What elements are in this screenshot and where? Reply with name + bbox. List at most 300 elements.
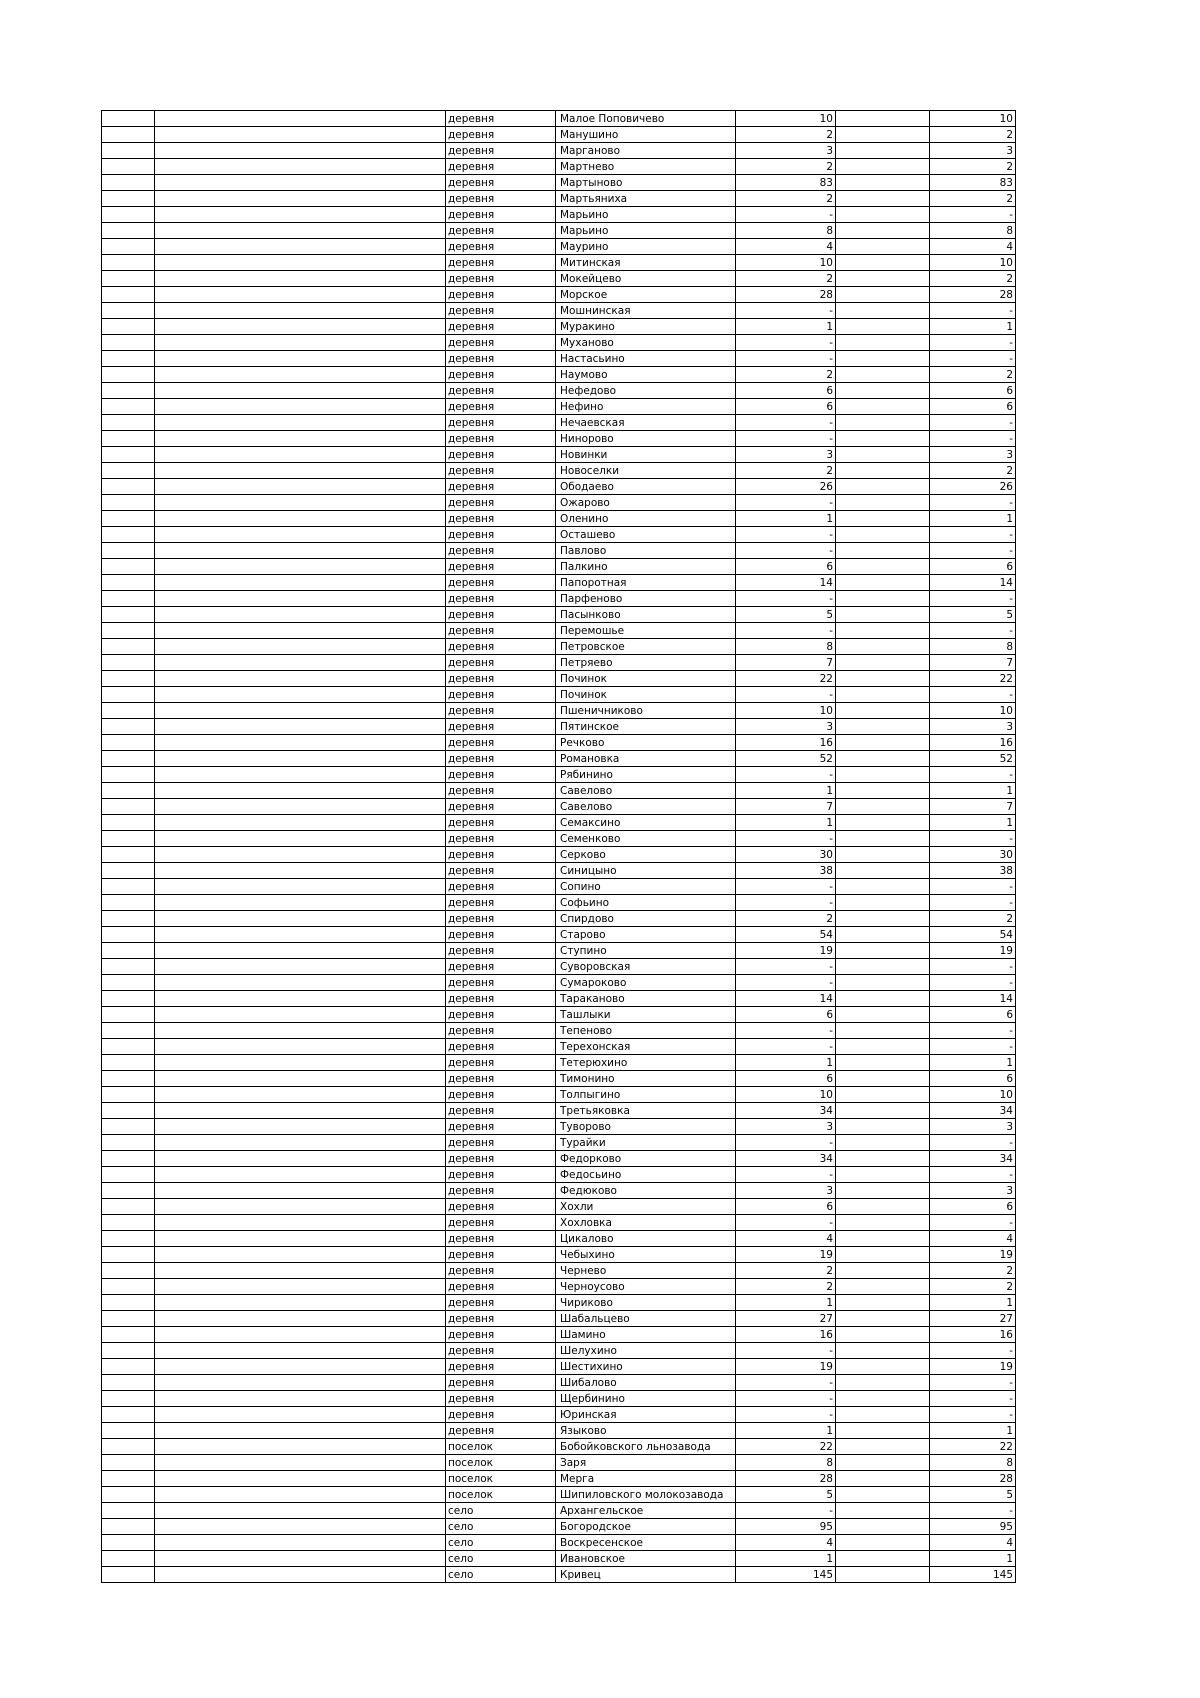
- count-cell: 10: [736, 111, 836, 127]
- blank-cell: [155, 431, 446, 447]
- settlement-name-cell: Кривец: [556, 1567, 736, 1583]
- blank-cell: [836, 1199, 930, 1215]
- blank-cell: [155, 271, 446, 287]
- count-cell: 2: [736, 1279, 836, 1295]
- blank-cell: [102, 127, 155, 143]
- blank-cell: [836, 1311, 930, 1327]
- total-cell: 8: [930, 639, 1016, 655]
- table-row: [102, 159, 1016, 175]
- total-cell: 6: [930, 559, 1016, 575]
- table-row: [102, 879, 1016, 895]
- table-row: [102, 415, 1016, 431]
- settlement-name-cell: Нефедово: [556, 383, 736, 399]
- blank-cell: [102, 1247, 155, 1263]
- total-cell: -: [930, 1215, 1016, 1231]
- count-cell: -: [736, 543, 836, 559]
- blank-cell: [836, 1423, 930, 1439]
- table-body: [102, 111, 1016, 1583]
- settlement-type-cell: деревня: [446, 143, 556, 159]
- total-cell: 7: [930, 799, 1016, 815]
- settlement-name-cell: Синицыно: [556, 863, 736, 879]
- total-cell: 52: [930, 751, 1016, 767]
- blank-cell: [836, 1135, 930, 1151]
- settlement-type-cell: деревня: [446, 159, 556, 175]
- blank-cell: [155, 111, 446, 127]
- settlement-name-cell: Оленино: [556, 511, 736, 527]
- settlement-name-cell: Семаксино: [556, 815, 736, 831]
- count-cell: 145: [736, 1567, 836, 1583]
- total-cell: 5: [930, 607, 1016, 623]
- blank-cell: [155, 1327, 446, 1343]
- blank-cell: [836, 911, 930, 927]
- table-row: [102, 335, 1016, 351]
- total-cell: -: [930, 1503, 1016, 1519]
- total-cell: 19: [930, 1359, 1016, 1375]
- table-row: [102, 1439, 1016, 1455]
- blank-cell: [836, 399, 930, 415]
- settlement-type-cell: деревня: [446, 1279, 556, 1295]
- blank-cell: [836, 159, 930, 175]
- settlement-type-cell: деревня: [446, 655, 556, 671]
- blank-cell: [836, 1551, 930, 1567]
- blank-cell: [102, 1151, 155, 1167]
- settlement-name-cell: Шестихино: [556, 1359, 736, 1375]
- blank-cell: [155, 1407, 446, 1423]
- settlement-type-cell: деревня: [446, 1135, 556, 1151]
- settlement-type-cell: деревня: [446, 1407, 556, 1423]
- settlement-table: [101, 110, 1016, 1583]
- table-row: [102, 143, 1016, 159]
- settlement-name-cell: Парфеново: [556, 591, 736, 607]
- table-row: [102, 1167, 1016, 1183]
- count-cell: 1: [736, 511, 836, 527]
- count-cell: 34: [736, 1151, 836, 1167]
- settlement-name-cell: Суворовская: [556, 959, 736, 975]
- blank-cell: [836, 1471, 930, 1487]
- count-cell: 6: [736, 399, 836, 415]
- settlement-name-cell: Терехонская: [556, 1039, 736, 1055]
- blank-cell: [155, 1183, 446, 1199]
- table-row: [102, 1503, 1016, 1519]
- total-cell: 1: [930, 511, 1016, 527]
- blank-cell: [102, 687, 155, 703]
- count-cell: 7: [736, 655, 836, 671]
- settlement-name-cell: Языково: [556, 1423, 736, 1439]
- settlement-type-cell: деревня: [446, 495, 556, 511]
- settlement-type-cell: деревня: [446, 879, 556, 895]
- total-cell: 3: [930, 719, 1016, 735]
- table-row: [102, 527, 1016, 543]
- total-cell: 26: [930, 479, 1016, 495]
- blank-cell: [155, 447, 446, 463]
- blank-cell: [836, 959, 930, 975]
- count-cell: 10: [736, 703, 836, 719]
- count-cell: 6: [736, 1199, 836, 1215]
- table-row: [102, 927, 1016, 943]
- table-row: [102, 815, 1016, 831]
- table-row: [102, 735, 1016, 751]
- settlement-type-cell: деревня: [446, 415, 556, 431]
- blank-cell: [155, 479, 446, 495]
- blank-cell: [836, 991, 930, 1007]
- total-cell: 1: [930, 319, 1016, 335]
- settlement-type-cell: деревня: [446, 671, 556, 687]
- settlement-name-cell: Шипиловского молокозавода: [556, 1487, 736, 1503]
- table-row: [102, 1087, 1016, 1103]
- settlement-type-cell: деревня: [446, 319, 556, 335]
- blank-cell: [836, 1039, 930, 1055]
- blank-cell: [836, 191, 930, 207]
- blank-cell: [155, 1055, 446, 1071]
- blank-cell: [102, 1087, 155, 1103]
- total-cell: 3: [930, 447, 1016, 463]
- blank-cell: [102, 1039, 155, 1055]
- settlement-type-cell: деревня: [446, 191, 556, 207]
- blank-cell: [836, 575, 930, 591]
- total-cell: -: [930, 495, 1016, 511]
- settlement-name-cell: Морское: [556, 287, 736, 303]
- count-cell: 16: [736, 735, 836, 751]
- count-cell: 2: [736, 159, 836, 175]
- blank-cell: [836, 1295, 930, 1311]
- settlement-name-cell: Туворово: [556, 1119, 736, 1135]
- total-cell: 22: [930, 671, 1016, 687]
- count-cell: -: [736, 303, 836, 319]
- blank-cell: [155, 527, 446, 543]
- blank-cell: [155, 1279, 446, 1295]
- total-cell: 34: [930, 1103, 1016, 1119]
- total-cell: 1: [930, 783, 1016, 799]
- count-cell: 4: [736, 1231, 836, 1247]
- blank-cell: [836, 367, 930, 383]
- settlement-name-cell: Федосьино: [556, 1167, 736, 1183]
- table-row: [102, 671, 1016, 687]
- total-cell: -: [930, 1039, 1016, 1055]
- total-cell: 6: [930, 1071, 1016, 1087]
- blank-cell: [102, 1535, 155, 1551]
- blank-cell: [155, 319, 446, 335]
- blank-cell: [155, 1519, 446, 1535]
- settlement-type-cell: деревня: [446, 1215, 556, 1231]
- blank-cell: [155, 767, 446, 783]
- table-row: [102, 127, 1016, 143]
- total-cell: 27: [930, 1311, 1016, 1327]
- count-cell: -: [736, 1023, 836, 1039]
- blank-cell: [102, 719, 155, 735]
- blank-cell: [102, 1439, 155, 1455]
- table-row: [102, 783, 1016, 799]
- settlement-type-cell: деревня: [446, 1039, 556, 1055]
- blank-cell: [155, 303, 446, 319]
- blank-cell: [836, 751, 930, 767]
- blank-cell: [836, 415, 930, 431]
- blank-cell: [155, 879, 446, 895]
- blank-cell: [836, 559, 930, 575]
- total-cell: 95: [930, 1519, 1016, 1535]
- total-cell: 19: [930, 1247, 1016, 1263]
- count-cell: 34: [736, 1103, 836, 1119]
- blank-cell: [836, 1007, 930, 1023]
- table-row: [102, 943, 1016, 959]
- table-row: [102, 399, 1016, 415]
- total-cell: 4: [930, 1231, 1016, 1247]
- table-row: [102, 223, 1016, 239]
- count-cell: 83: [736, 175, 836, 191]
- blank-cell: [155, 495, 446, 511]
- blank-cell: [836, 975, 930, 991]
- blank-cell: [836, 1103, 930, 1119]
- settlement-type-cell: деревня: [446, 303, 556, 319]
- table-row: [102, 1215, 1016, 1231]
- table-row: [102, 751, 1016, 767]
- count-cell: 10: [736, 255, 836, 271]
- blank-cell: [155, 927, 446, 943]
- blank-cell: [102, 159, 155, 175]
- total-cell: 22: [930, 1439, 1016, 1455]
- table-row: [102, 1039, 1016, 1055]
- blank-cell: [102, 1119, 155, 1135]
- blank-cell: [836, 335, 930, 351]
- table-row: [102, 1247, 1016, 1263]
- total-cell: -: [930, 1407, 1016, 1423]
- blank-cell: [155, 127, 446, 143]
- settlement-type-cell: деревня: [446, 1423, 556, 1439]
- count-cell: -: [736, 1503, 836, 1519]
- table-row: [102, 207, 1016, 223]
- blank-cell: [155, 1103, 446, 1119]
- settlement-name-cell: Софьино: [556, 895, 736, 911]
- count-cell: 3: [736, 1183, 836, 1199]
- blank-cell: [155, 863, 446, 879]
- table-row: [102, 959, 1016, 975]
- blank-cell: [102, 1375, 155, 1391]
- blank-cell: [155, 1455, 446, 1471]
- settlement-name-cell: Петряево: [556, 655, 736, 671]
- table-row: [102, 255, 1016, 271]
- blank-cell: [836, 687, 930, 703]
- count-cell: 10: [736, 1087, 836, 1103]
- blank-cell: [155, 687, 446, 703]
- total-cell: 1: [930, 815, 1016, 831]
- table-row: [102, 655, 1016, 671]
- count-cell: 6: [736, 1007, 836, 1023]
- settlement-type-cell: деревня: [446, 239, 556, 255]
- table-row: [102, 1567, 1016, 1583]
- settlement-type-cell: деревня: [446, 735, 556, 751]
- total-cell: 38: [930, 863, 1016, 879]
- table-row: [102, 1071, 1016, 1087]
- table-row: [102, 1471, 1016, 1487]
- blank-cell: [102, 879, 155, 895]
- total-cell: 3: [930, 143, 1016, 159]
- count-cell: 22: [736, 671, 836, 687]
- count-cell: 2: [736, 911, 836, 927]
- blank-cell: [102, 1311, 155, 1327]
- total-cell: 10: [930, 703, 1016, 719]
- count-cell: 28: [736, 1471, 836, 1487]
- table-row: [102, 1135, 1016, 1151]
- table-row: [102, 799, 1016, 815]
- total-cell: -: [930, 207, 1016, 223]
- settlement-name-cell: Шамино: [556, 1327, 736, 1343]
- total-cell: 16: [930, 1327, 1016, 1343]
- settlement-type-cell: деревня: [446, 1119, 556, 1135]
- count-cell: 2: [736, 367, 836, 383]
- settlement-name-cell: Цикалово: [556, 1231, 736, 1247]
- blank-cell: [155, 975, 446, 991]
- blank-cell: [155, 207, 446, 223]
- settlement-name-cell: Марганово: [556, 143, 736, 159]
- table-row: [102, 1519, 1016, 1535]
- blank-cell: [836, 1503, 930, 1519]
- blank-cell: [155, 655, 446, 671]
- blank-cell: [102, 847, 155, 863]
- blank-cell: [836, 719, 930, 735]
- settlement-name-cell: Хохли: [556, 1199, 736, 1215]
- count-cell: -: [736, 1167, 836, 1183]
- settlement-name-cell: Тепеново: [556, 1023, 736, 1039]
- settlement-name-cell: Перемошье: [556, 623, 736, 639]
- blank-cell: [155, 159, 446, 175]
- table-row: [102, 511, 1016, 527]
- table-row: [102, 1103, 1016, 1119]
- blank-cell: [155, 1007, 446, 1023]
- count-cell: -: [736, 959, 836, 975]
- settlement-name-cell: Ожарово: [556, 495, 736, 511]
- blank-cell: [836, 383, 930, 399]
- blank-cell: [836, 543, 930, 559]
- table-row: [102, 639, 1016, 655]
- total-cell: 4: [930, 239, 1016, 255]
- blank-cell: [836, 1535, 930, 1551]
- total-cell: -: [930, 895, 1016, 911]
- settlement-name-cell: Федюково: [556, 1183, 736, 1199]
- settlement-name-cell: Толпыгино: [556, 1087, 736, 1103]
- blank-cell: [102, 1263, 155, 1279]
- blank-cell: [102, 1503, 155, 1519]
- blank-cell: [102, 943, 155, 959]
- blank-cell: [836, 127, 930, 143]
- table-row: [102, 575, 1016, 591]
- blank-cell: [102, 143, 155, 159]
- settlement-type-cell: деревня: [446, 1311, 556, 1327]
- blank-cell: [836, 1167, 930, 1183]
- blank-cell: [102, 559, 155, 575]
- blank-cell: [102, 783, 155, 799]
- total-cell: -: [930, 1375, 1016, 1391]
- total-cell: 28: [930, 1471, 1016, 1487]
- blank-cell: [102, 1487, 155, 1503]
- settlement-type-cell: деревня: [446, 1087, 556, 1103]
- count-cell: 1: [736, 1055, 836, 1071]
- blank-cell: [102, 895, 155, 911]
- count-cell: 8: [736, 639, 836, 655]
- count-cell: 30: [736, 847, 836, 863]
- blank-cell: [836, 207, 930, 223]
- table-row: [102, 1551, 1016, 1567]
- count-cell: -: [736, 623, 836, 639]
- blank-cell: [836, 671, 930, 687]
- blank-cell: [102, 191, 155, 207]
- blank-cell: [836, 351, 930, 367]
- blank-cell: [155, 287, 446, 303]
- blank-cell: [155, 351, 446, 367]
- settlement-name-cell: Семенково: [556, 831, 736, 847]
- blank-cell: [155, 607, 446, 623]
- settlement-type-cell: деревня: [446, 991, 556, 1007]
- blank-cell: [836, 1439, 930, 1455]
- table-row: [102, 1295, 1016, 1311]
- blank-cell: [836, 1407, 930, 1423]
- table-row: [102, 1391, 1016, 1407]
- total-cell: -: [930, 767, 1016, 783]
- settlement-type-cell: деревня: [446, 799, 556, 815]
- total-cell: -: [930, 1391, 1016, 1407]
- settlement-type-cell: деревня: [446, 527, 556, 543]
- blank-cell: [155, 639, 446, 655]
- table-row: [102, 1263, 1016, 1279]
- settlement-name-cell: Тетерюхино: [556, 1055, 736, 1071]
- table-row: [102, 543, 1016, 559]
- table-row: [102, 847, 1016, 863]
- blank-cell: [155, 719, 446, 735]
- blank-cell: [102, 239, 155, 255]
- blank-cell: [102, 175, 155, 191]
- blank-cell: [102, 511, 155, 527]
- settlement-type-cell: деревня: [446, 1183, 556, 1199]
- settlement-name-cell: Щербинино: [556, 1391, 736, 1407]
- settlement-type-cell: деревня: [446, 1167, 556, 1183]
- blank-cell: [155, 1119, 446, 1135]
- settlement-name-cell: Шабальцево: [556, 1311, 736, 1327]
- count-cell: 3: [736, 143, 836, 159]
- count-cell: 38: [736, 863, 836, 879]
- settlement-name-cell: Нефино: [556, 399, 736, 415]
- settlement-type-cell: деревня: [446, 911, 556, 927]
- blank-cell: [836, 1519, 930, 1535]
- blank-cell: [836, 783, 930, 799]
- blank-cell: [155, 463, 446, 479]
- table-row: [102, 1327, 1016, 1343]
- blank-cell: [836, 447, 930, 463]
- settlement-name-cell: Речково: [556, 735, 736, 751]
- table-row: [102, 1279, 1016, 1295]
- table-row: [102, 1359, 1016, 1375]
- count-cell: -: [736, 527, 836, 543]
- count-cell: -: [736, 1039, 836, 1055]
- count-cell: 4: [736, 1535, 836, 1551]
- count-cell: 6: [736, 559, 836, 575]
- total-cell: 16: [930, 735, 1016, 751]
- table-row: [102, 1183, 1016, 1199]
- total-cell: -: [930, 527, 1016, 543]
- table-row: [102, 687, 1016, 703]
- settlement-type-cell: деревня: [446, 447, 556, 463]
- blank-cell: [836, 639, 930, 655]
- blank-cell: [155, 511, 446, 527]
- blank-cell: [155, 143, 446, 159]
- count-cell: 2: [736, 463, 836, 479]
- blank-cell: [155, 1231, 446, 1247]
- blank-cell: [155, 1151, 446, 1167]
- blank-cell: [836, 831, 930, 847]
- blank-cell: [836, 879, 930, 895]
- settlement-name-cell: Маурино: [556, 239, 736, 255]
- table-row: [102, 719, 1016, 735]
- settlement-name-cell: Чириково: [556, 1295, 736, 1311]
- settlement-name-cell: Бобойковского льнозавода: [556, 1439, 736, 1455]
- count-cell: 27: [736, 1311, 836, 1327]
